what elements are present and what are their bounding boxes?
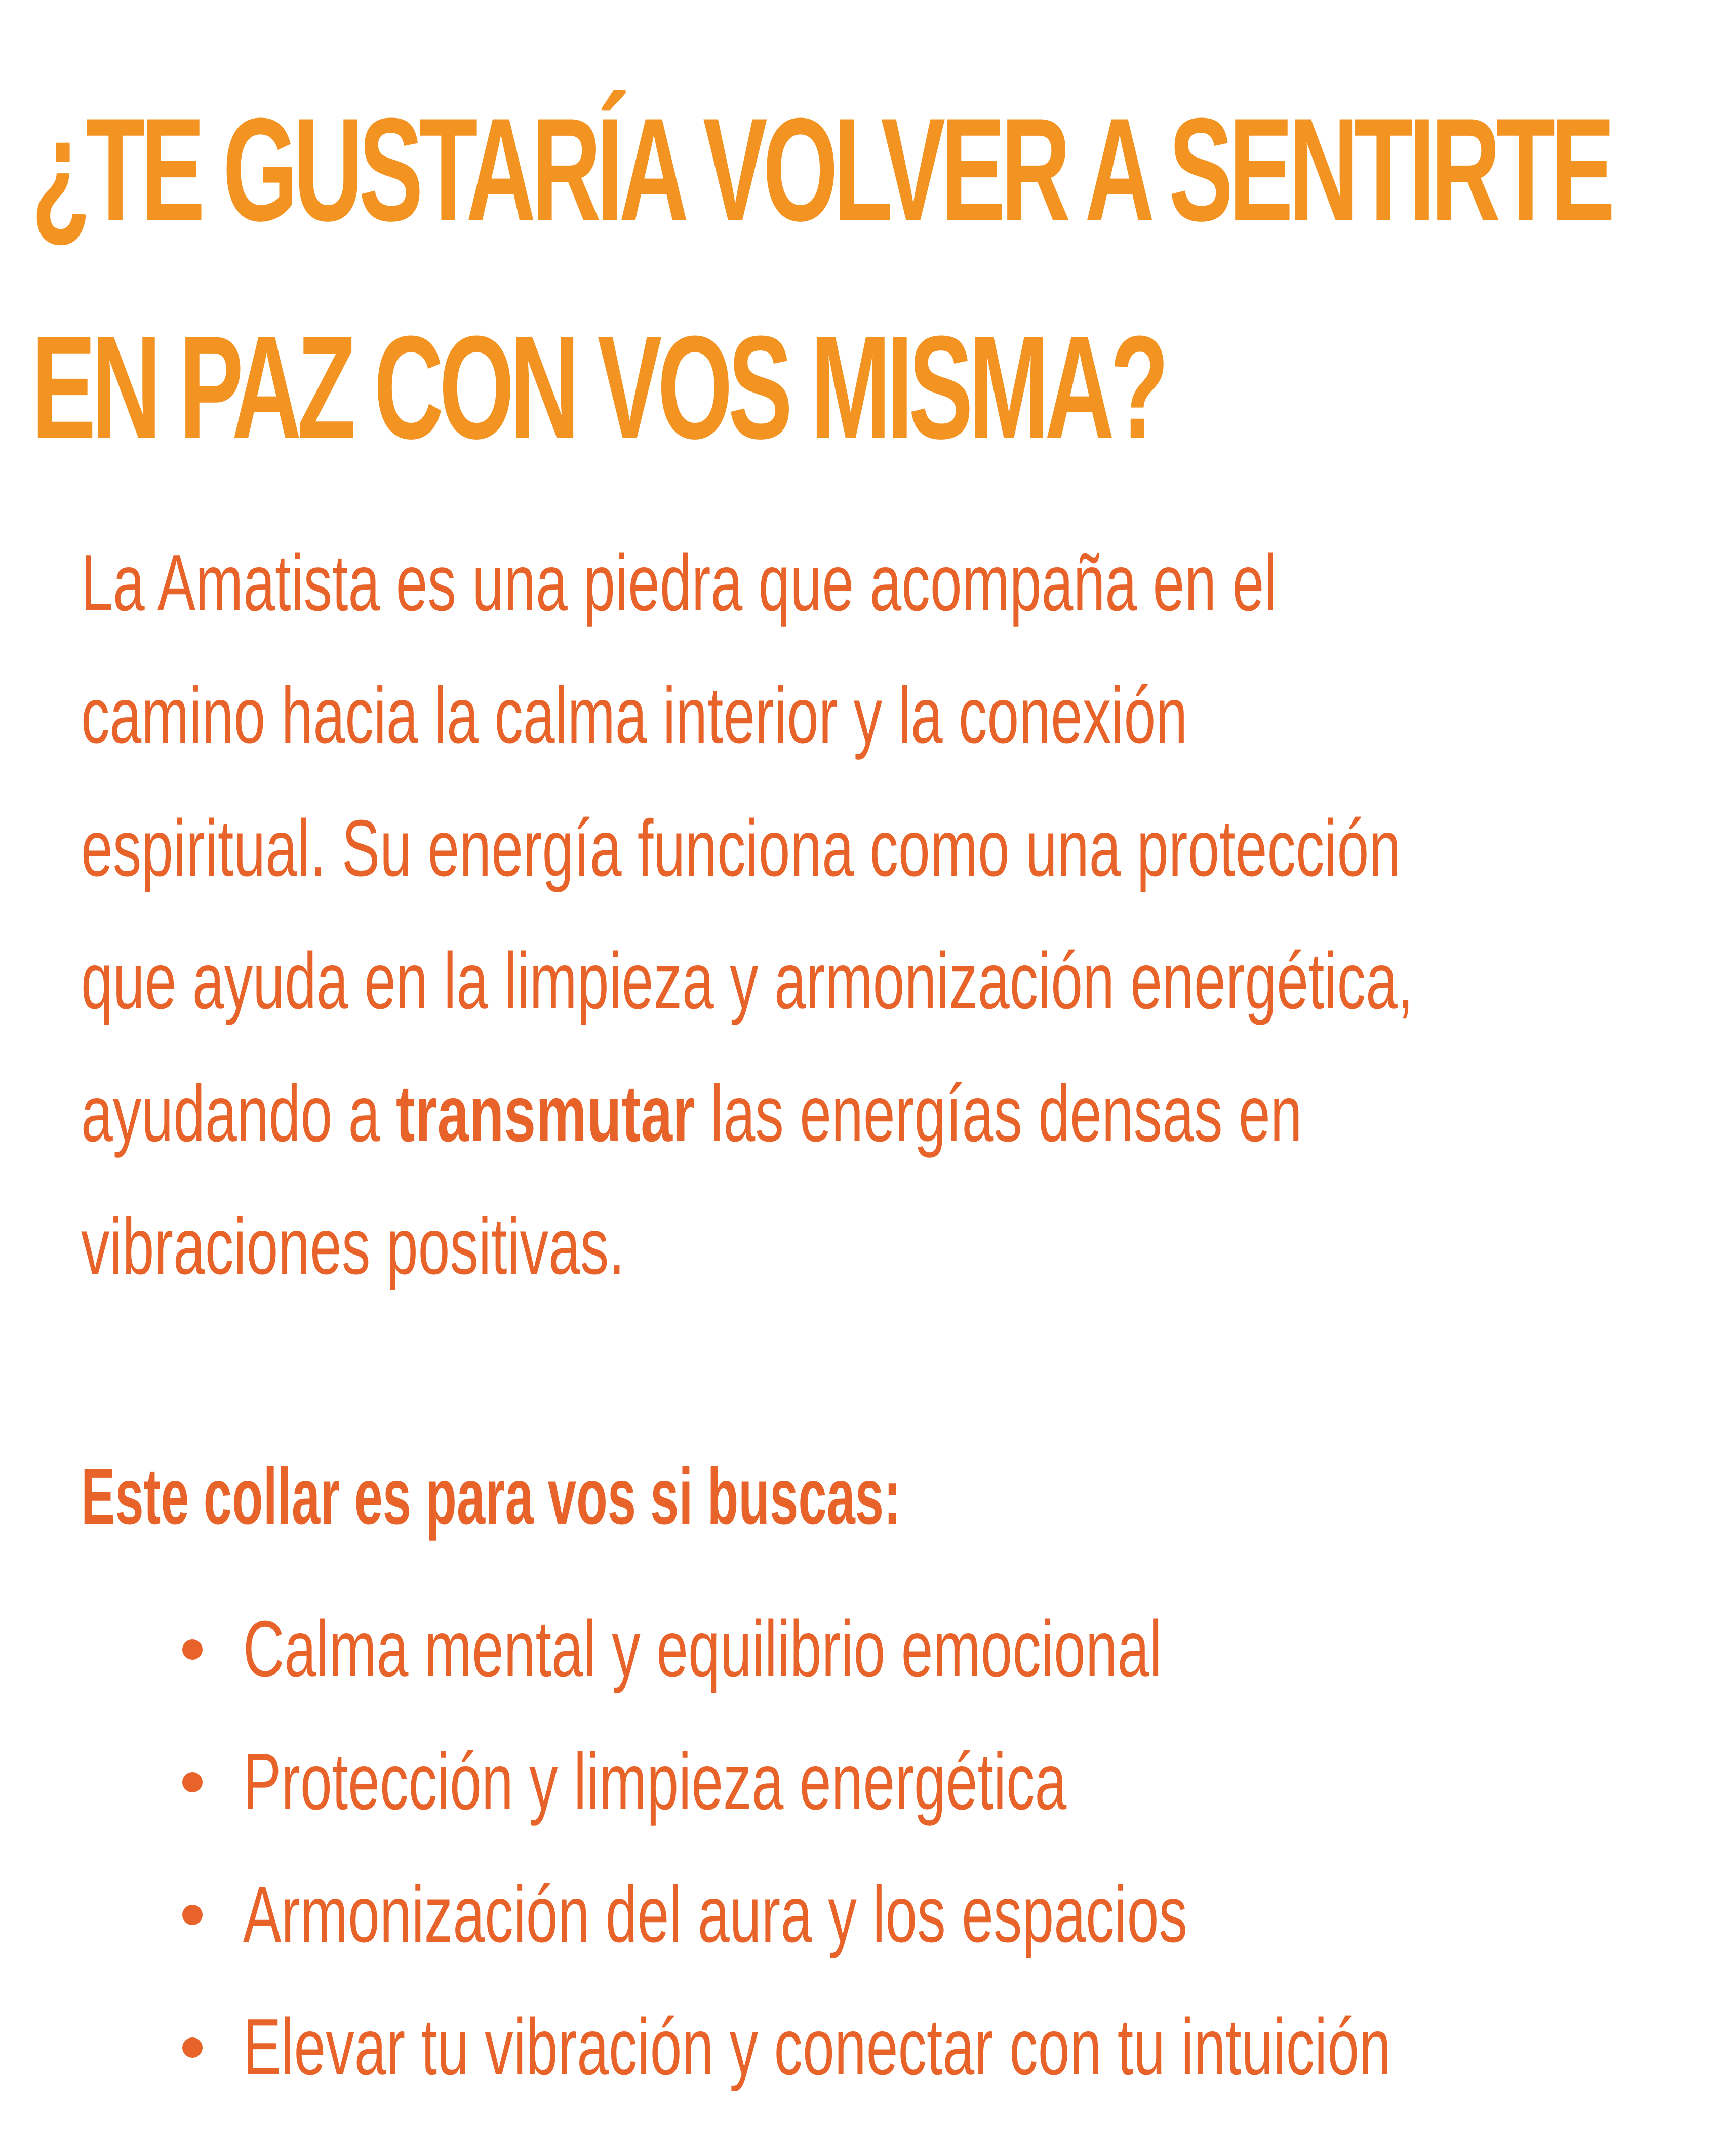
bullet-icon bbox=[182, 1639, 203, 1660]
description-line-5-start: ayudando a bbox=[81, 1069, 396, 1158]
description-line-5 bbox=[81, 1047, 1413, 1180]
headline-line-1: ¿TE GUSTARÍA VOLVER A SENTIRTE bbox=[31, 88, 1611, 252]
bullet-icon bbox=[182, 2037, 203, 2058]
description-line-6: vibraciones positivas. bbox=[81, 1202, 625, 1291]
benefit-text: Elevar tu vibración y conectar con tu intuición bbox=[243, 2003, 1391, 2092]
description-line-4: que ayuda en la limpieza y armonización energética, bbox=[81, 936, 1414, 1026]
description-line-3: espiritual. Su energía funciona como una protección bbox=[81, 804, 1401, 893]
benefits-heading: Este collar es para vos si buscas: bbox=[81, 1452, 901, 1541]
bullet-icon bbox=[182, 1772, 203, 1792]
description-line-2: camino hacia la calma interior y la conexión bbox=[81, 671, 1188, 760]
description-line-1: La Amatista es una piedra que acompaña en el bbox=[81, 538, 1277, 628]
benefit-text: Armonización del aura y los espacios bbox=[243, 1870, 1187, 1959]
headline bbox=[31, 61, 1611, 496]
emphasized-word: transmutar bbox=[395, 1069, 695, 1158]
headline-line-2: EN PAZ CON VOS MISMA? bbox=[31, 305, 1165, 469]
benefit-text: Protección y limpieza energética bbox=[243, 1737, 1067, 1826]
benefit-text: Calma mental y equilibrio emocional bbox=[243, 1604, 1162, 1694]
description-paragraph bbox=[81, 517, 1413, 1313]
bullet-icon bbox=[182, 1905, 203, 1925]
description-line-5-end: las energías densas en bbox=[695, 1069, 1302, 1158]
